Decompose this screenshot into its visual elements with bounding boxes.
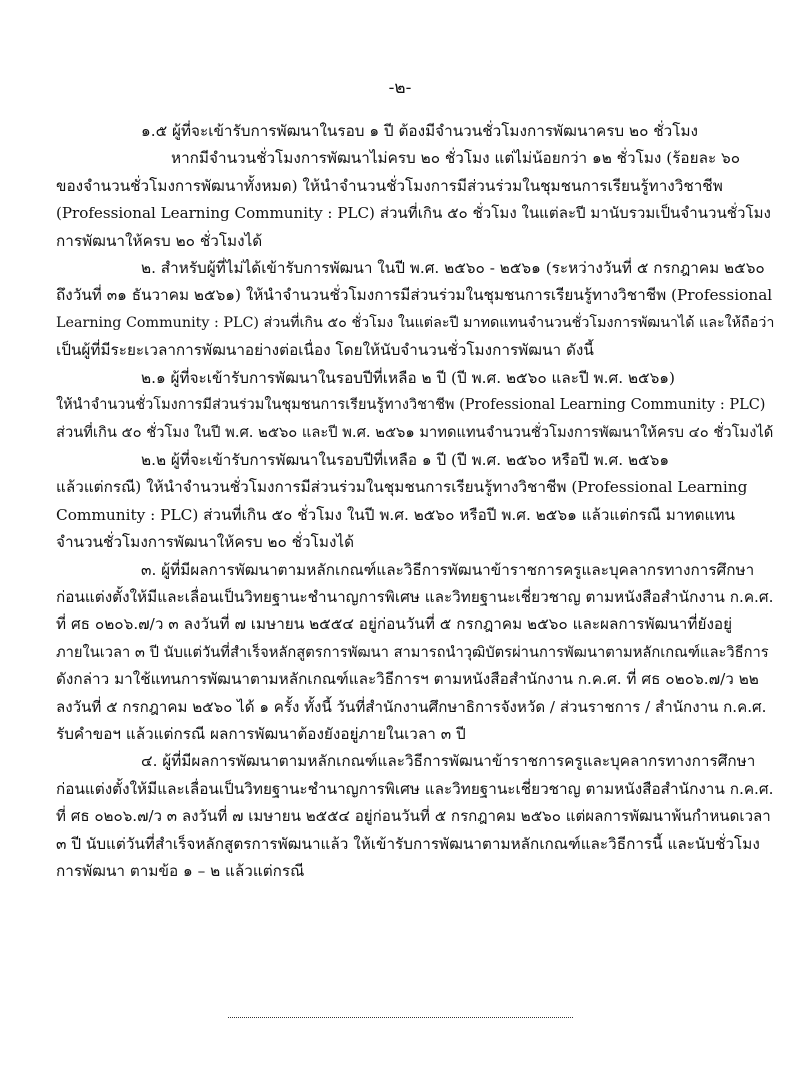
end-divider bbox=[228, 1017, 573, 1018]
text-line: การพัฒนา ตามข้อ ๑ – ๒ แล้วแต่กรณี bbox=[56, 861, 305, 880]
paragraph-p4 bbox=[56, 748, 774, 885]
text-line: ๑.๕ ผู้ที่จะเข้ารับการพัฒนาในรอบ ๑ ปี ต้องมีจำนวนชั่วโมงการพัฒนาครบ ๒๐ ชั่วโมง bbox=[141, 122, 699, 140]
text-line: ภายในเวลา ๓ ปี นับแต่วันที่สำเร็จหลักสูตรการพัฒนา สามารถนำวุฒิบัตรผ่านการพัฒนาตามหลักเกณฑ์และวิธีการ bbox=[56, 643, 769, 661]
text-line: ๒.๑ ผู้ที่จะเข้ารับการพัฒนาในรอบปีที่เหลือ ๒ ปี (ปี พ.ศ. ๒๕๖๐ และปี พ.ศ. ๒๕๖๑) bbox=[141, 368, 675, 387]
text-line: ลงวันที่ ๕ กรกฎาคม ๒๕๖๐ ได้ ๑ ครั้ง ทั้งนี้ วันที่สำนักงานศึกษาธิการจังหวัด / ส่วนราชการ / สำนักงาน ก.ค.ศ. bbox=[56, 697, 767, 716]
text-line: ถึงวันที่ ๓๑ ธันวาคม ๒๕๖๑) ให้นำจำนวนชั่วโมงการมีส่วนร่วมในชุมชนการเรียนรู้ทางวิชาชีพ (Professional bbox=[56, 286, 773, 305]
paragraph-p2-2 bbox=[56, 447, 774, 557]
text-line: ๔. ผู้ที่มีผลการพัฒนาตามหลักเกณฑ์และวิธีการพัฒนาข้าราชการครูและบุคลากรทางการศึกษา bbox=[141, 752, 756, 771]
text-line: แล้วแต่กรณี) ให้นำจำนวนชั่วโมงการมีส่วนร่วมในชุมชนการเรียนรู้ทางวิชาชีพ (Professional Learning bbox=[56, 478, 748, 497]
paragraph-p1-5 bbox=[56, 118, 774, 255]
text-line: ให้นำจำนวนชั่วโมงการมีส่วนร่วมในชุมชนการเรียนรู้ทางวิชาชีพ (Professional Learning Community : PLC) bbox=[56, 397, 766, 414]
paragraph-p2 bbox=[56, 255, 774, 365]
text-line: ๓ ปี นับแต่วันที่สำเร็จหลักสูตรการพัฒนาแล้ว ให้เข้ารับการพัฒนาตามหลักเกณฑ์และวิธีการนี้ และนับชั่วโมง bbox=[56, 834, 760, 853]
text-line: ที่ ศธ ๐๒๐๖.๗/ว ๓ ลงวันที่ ๗ เมษายน ๒๕๕๔ อยู่ก่อนวันที่ ๕ กรกฎาคม ๒๕๖๐ และผลการพัฒนาที่ยังอยู่ bbox=[56, 615, 733, 634]
paragraph-p2-1 bbox=[56, 365, 774, 447]
text-line: ๒.๒ ผู้ที่จะเข้ารับการพัฒนาในรอบปีที่เหลือ ๑ ปี (ปี พ.ศ. ๒๕๖๐ หรือปี พ.ศ. ๒๕๖๑ bbox=[141, 450, 670, 469]
text-line: Learning Community : PLC) ส่วนที่เกิน ๕๐ ชั่วโมง ในแต่ละปี มาทดแทนจำนวนชั่วโมงการพัฒนาได้ และให้ถือว่า bbox=[56, 314, 774, 331]
text-line: ก่อนแต่งตั้งให้มีและเลื่อนเป็นวิทยฐานะชำนาญการพิเศษ และวิทยฐานะเชี่ยวชาญ ตามหนังสือสำนักงาน ก.ค.ศ. bbox=[56, 587, 774, 606]
text-line: หากมีจำนวนชั่วโมงการพัฒนาไม่ครบ ๒๐ ชั่วโมง แต่ไม่น้อยกว่า ๑๒ ชั่วโมง (ร้อยละ ๖๐ bbox=[171, 149, 741, 168]
text-line: ๒. สำหรับผู้ที่ไม่ได้เข้ารับการพัฒนา ในปี พ.ศ. ๒๕๖๐ - ๒๕๖๑ (ระหว่างวันที่ ๕ กรกฎาคม ๒๕๖๐ bbox=[141, 259, 765, 278]
text-line: ดังกล่าว มาใช้แทนการพัฒนาตามหลักเกณฑ์และวิธีการฯ ตามหนังสือสำนักงาน ก.ค.ศ. ที่ ศธ ๐๒๐๖.๗/ว ๒๒ bbox=[56, 670, 759, 689]
text-line: ๓. ผู้ที่มีผลการพัฒนาตามหลักเกณฑ์และวิธีการพัฒนาข้าราชการครูและบุคลากรทางการศึกษา bbox=[141, 560, 755, 579]
text-line: (Professional Learning Community : PLC) ส่วนที่เกิน ๕๐ ชั่วโมง ในแต่ละปี มานับรวมเป็นจำนวนชั่วโมง bbox=[56, 204, 771, 223]
text-line: รับคำขอฯ แล้วแต่กรณี ผลการพัฒนาต้องยังอยู่ภายในเวลา ๓ ปี bbox=[56, 724, 466, 743]
text-line: ก่อนแต่งตั้งให้มีและเลื่อนเป็นวิทยฐานะชำนาญการพิเศษ และวิทยฐานะเชี่ยวชาญ ตามหนังสือสำนักงาน ก.ค.ศ. bbox=[56, 779, 774, 798]
text-line: จำนวนชั่วโมงการพัฒนาให้ครบ ๒๐ ชั่วโมงได้ bbox=[56, 533, 355, 552]
document-body bbox=[56, 118, 774, 885]
page-number: -๒- bbox=[388, 78, 412, 98]
paragraph-p3 bbox=[56, 557, 774, 749]
text-line: ส่วนที่เกิน ๕๐ ชั่วโมง ในปี พ.ศ. ๒๕๖๐ และปี พ.ศ. ๒๕๖๑ มาทดแทนจำนวนชั่วโมงการพัฒนาให้ครบ ๔๐ ชั่วโมงได้ bbox=[56, 424, 774, 442]
text-line: ของจำนวนชั่วโมงการพัฒนาทั้งหมด) ให้นำจำนวนชั่วโมงการมีส่วนร่วมในชุมชนการเรียนรู้ทางวิชาชีพ bbox=[56, 176, 723, 195]
text-line: Community : PLC) ส่วนที่เกิน ๕๐ ชั่วโมง ในปี พ.ศ. ๒๕๖๐ หรือปี พ.ศ. ๒๕๖๑ แล้วแต่กรณี มาทดแทน bbox=[56, 505, 735, 524]
text-line: การพัฒนาให้ครบ ๒๐ ชั่วโมงได้ bbox=[56, 231, 263, 250]
text-line: ที่ ศธ ๐๒๐๖.๗/ว ๓ ลงวันที่ ๗ เมษายน ๒๕๕๔ อยู่ก่อนวันที่ ๕ กรกฎาคม ๒๕๖๐ แต่ผลการพัฒนาพ้นกำหนดเวลา bbox=[56, 807, 771, 826]
text-line: เป็นผู้ที่มีระยะเวลาการพัฒนาอย่างต่อเนื่อง โดยให้นับจำนวนชั่วโมงการพัฒนา ดังนี้ bbox=[56, 341, 594, 360]
